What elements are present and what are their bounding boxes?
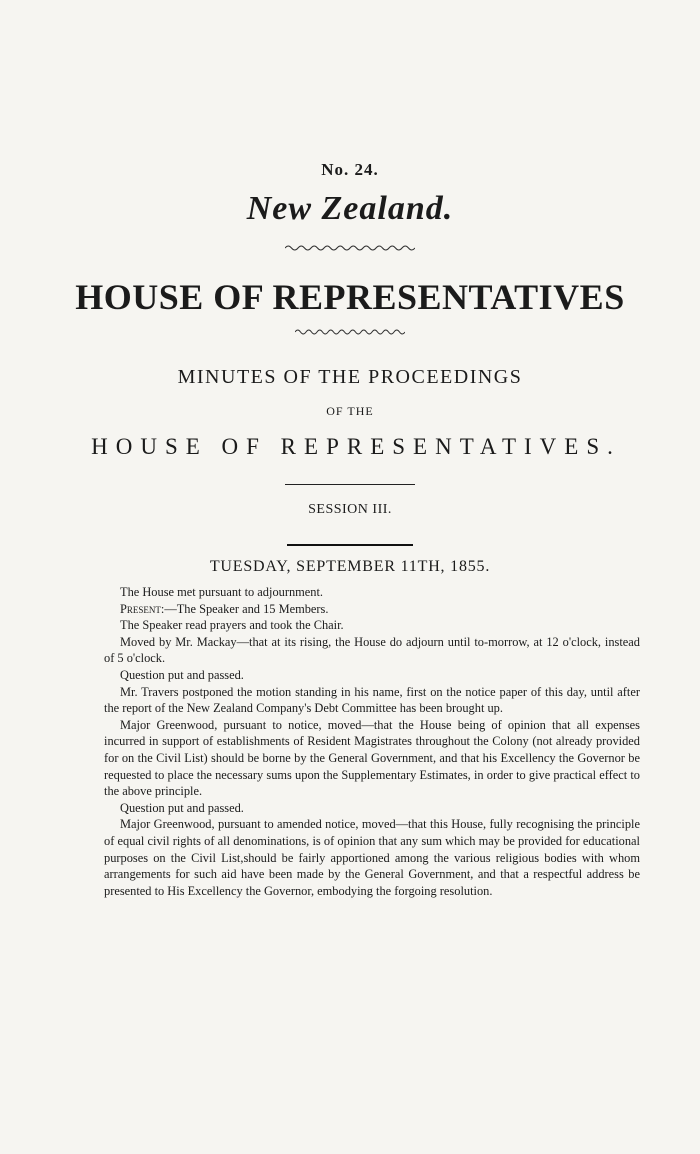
of-the-label: OF THE [326, 404, 374, 418]
publication-title: New Zealand. [246, 190, 454, 227]
paragraph: Moved by Mr. Mackay—that at its rising, the House do adjourn until to-morrow, at 12 o'clock, instead of 5 o'clock. [104, 634, 640, 666]
wavy-divider-icon [285, 244, 415, 252]
house-spaced-title: HOUSE OF REPRESENTATIVES. [91, 434, 621, 459]
paragraph: Major Greenwood, pursuant to amended notice, moved—that this House, fully recognising the principle of equal civil rights of all denominations, is of opinion that any sum which may be provided for educational purposes on the Civil List,should be fairly apportioned among the various religious bodies with whom arrangements for such aid have been made by the General Government, and that a respectful address be presented to His Excellency the Governor, embodying the forgoing resolution. [104, 817, 640, 898]
session-date: TUESDAY, SEPTEMBER 11TH, 1855. [209, 558, 491, 575]
main-title: HOUSE OF REPRESENTATIVES [75, 277, 625, 317]
minutes-title: MINUTES OF THE PROCEEDINGS [177, 366, 523, 388]
session-label: SESSION III. [308, 502, 392, 517]
paragraph [104, 601, 640, 618]
paragraph: Major Greenwood, pursuant to notice, moved—that the House being of opinion that all expenses incurred in support of establishments of Resident Magistrates throughout the Colony (not already provided for on the Civil List) should be borne by the General Government, and that his Excellency the Governor be requested to place the necessary sums upon the Supplementary Estimates, in order to give practical effect to the above principle. [104, 717, 640, 799]
paragraph: Question put and passed. [120, 800, 244, 815]
wavy-divider-icon [295, 328, 405, 336]
paragraph: The House met pursuant to adjournment. [120, 585, 324, 599]
divider-rule [285, 484, 415, 485]
present-label: Present [120, 601, 161, 616]
divider-rule [287, 544, 413, 546]
paragraph: Mr. Travers postponed the motion standing in his name, first on the notice paper of this day, until after the report of the New Zealand Company's Debt Committee has been brought up. [104, 684, 640, 716]
paragraph: The Speaker read prayers and took the Chair. [120, 618, 344, 633]
paragraph: Question put and passed. [120, 667, 244, 682]
document-number: No. 24. [321, 160, 379, 179]
present-text: :—The Speaker and 15 Members. [160, 601, 329, 616]
minutes-body [104, 584, 640, 899]
